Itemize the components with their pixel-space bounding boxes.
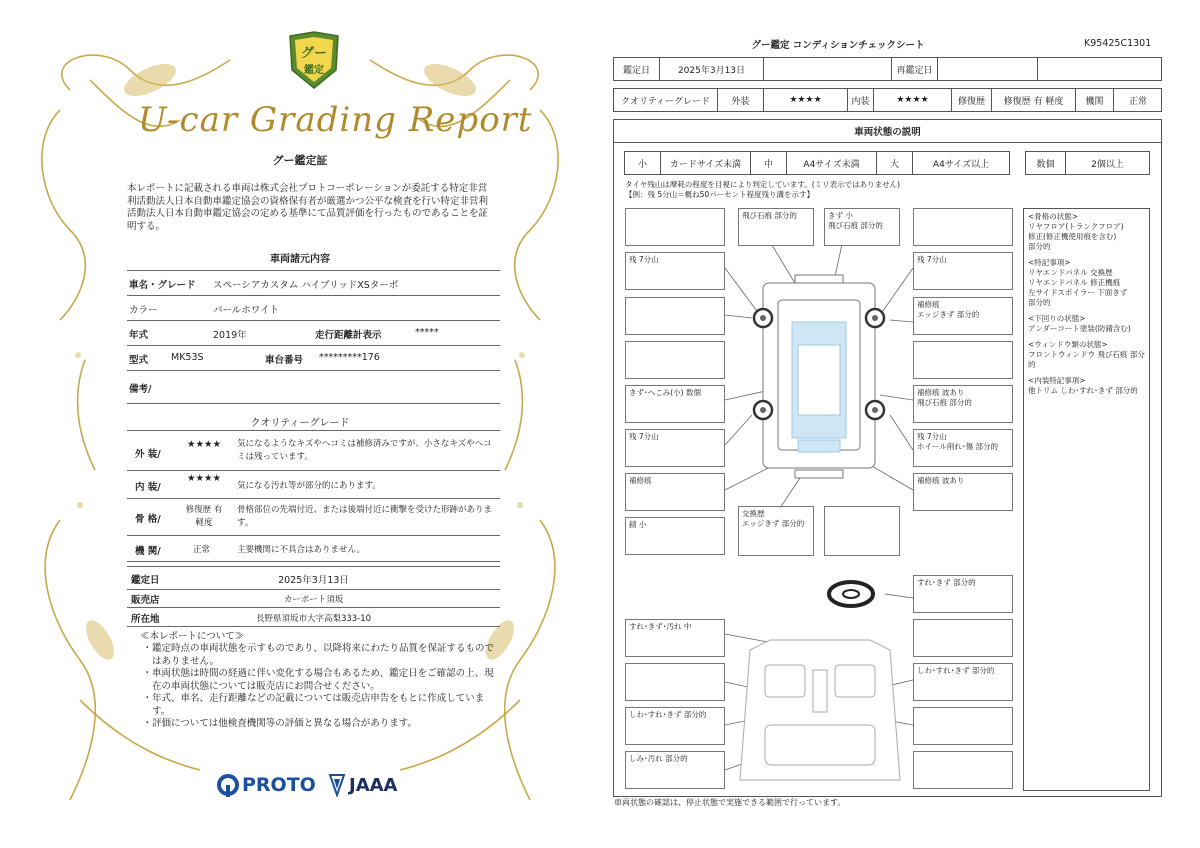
int-label: 内装	[848, 89, 874, 111]
spec-heading: 車両諸元内容	[270, 254, 330, 265]
count-label: 数個	[1026, 152, 1066, 174]
ext-box-r3: 補修痕 エッジきず 部分的	[913, 297, 1013, 335]
int-box-l1: すれ･きず･汚れ 中	[625, 619, 725, 657]
ext-box-t3: きず 小 飛び石痕 部分的	[824, 208, 900, 246]
ext-box-l4	[625, 341, 725, 379]
date-value: 2025年3月13日	[278, 575, 349, 586]
date-label: 鑑定日	[614, 58, 660, 80]
year-label: 年式	[129, 330, 149, 341]
sheet-title: グー鑑定 コンディションチェックシート	[751, 40, 925, 51]
mileage-value: *****	[415, 327, 439, 338]
name-value: スペーシアカスタム ハイブリッドXSターボ	[213, 280, 399, 291]
chassis-label: 車台番号	[265, 355, 304, 366]
spec-row-color	[127, 296, 500, 321]
ext-desc: 気になるようなキズやヘコミは補修済みですが、小さなキズやヘコミは残っています。	[237, 439, 492, 462]
ext-label: 外 装/	[135, 449, 161, 460]
ext-box-l8: 錆 小	[625, 517, 725, 555]
reinspect-label: 再鑑定日	[892, 58, 938, 80]
note-interior	[1028, 376, 1145, 396]
tire-note-2: 【例：残 5分山＝概ね50パーセント程度残り溝を示す】	[625, 190, 815, 199]
address-row	[127, 608, 500, 627]
count-value: 2個以上	[1091, 159, 1124, 170]
quality-row-frame	[127, 499, 500, 536]
ext-box-t4	[913, 208, 1013, 246]
legend-mid-key: 中	[751, 152, 787, 174]
about-heading: ≪本レポートについて≫	[140, 631, 245, 642]
footer-note: 車両状態の確認は、停止状態で実施できる範囲で行っています。	[614, 798, 846, 807]
note-line: リヤエンドパネル 修正機痕	[1028, 278, 1121, 287]
proto-mark-icon	[216, 773, 240, 797]
int-box-steer: すれ･きず 部分的	[913, 575, 1013, 613]
frame-desc: 骨格部位の先端付近、または後端付近に衝撃を受けた形跡があります。	[237, 505, 493, 528]
int-box-r3	[913, 707, 1013, 745]
legend-small-key: 小	[625, 152, 661, 174]
spec-row-year	[127, 321, 500, 346]
name-label: 車名・グレード	[129, 280, 196, 291]
chassis-value: *********176	[319, 352, 380, 363]
quality-heading: クオリティーグレード	[250, 418, 350, 429]
model-label: 型式	[129, 355, 149, 366]
report-title: U-car Grading Report	[138, 100, 533, 140]
note-line: フロントウィンドウ 飛び石痕 部分的	[1028, 350, 1145, 369]
ext-box-r2: 残 7分山	[913, 252, 1013, 290]
note-windows	[1028, 340, 1145, 370]
spec-row-model	[127, 346, 500, 371]
note-title: <内装特記事項>	[1028, 376, 1086, 385]
spec-row-name	[127, 271, 500, 296]
int-box-r4	[913, 751, 1013, 789]
ext-box-b2: 交換歴 エッジきず 部分的	[738, 506, 814, 556]
int-value: ★★★★	[874, 89, 952, 111]
note-line: 左サイドスポイラー 下面きず	[1028, 288, 1128, 297]
about-item: ・ 車両状態は時間の経過に伴い変化する場合もあるため、鑑定日をご確認の上、現在の車両状態については販売店にお問合せください。	[152, 668, 502, 693]
engine-grade: 正常	[193, 545, 211, 555]
ext-box-l5: きず･へこみ(小) 数個	[625, 385, 725, 423]
int-box-r1	[913, 619, 1013, 657]
ext-box-l2: 残 7分山	[625, 252, 725, 290]
badge-bottom-text: 鑑定	[304, 65, 324, 76]
steering-wheel-icon	[829, 582, 873, 606]
ext-grade: ★★★★	[187, 439, 222, 450]
condition-heading: 車両状態の説明	[614, 120, 1161, 143]
note-line: 他トリム しわ･すれ･きず 部分的	[1028, 386, 1138, 395]
note-special	[1028, 258, 1145, 308]
cert-text: 本レポートに記載される車両は株式会社プロトコーポレーションが委託する特定非営利活動法人日本自動車鑑定協会の資格保有者が厳選かつ公平な検査を行い特定非営利活動法人日本自動車鑑定協会の定める基準にて品質評価を行ったものであることを証明する。	[127, 183, 489, 232]
ext-box-r5: 補修痕 波あり 飛び石痕 部分的	[913, 385, 1013, 423]
ext-box-t2: 飛び石痕 部分的	[738, 208, 814, 246]
remarks-label: 備考/	[129, 384, 152, 395]
address-label: 所在地	[131, 614, 160, 625]
tire-note-1: タイヤ残山は摩耗の程度を目視により判定しています。(ミリ表示ではありません)	[625, 180, 901, 189]
note-line: 部分的	[1028, 298, 1051, 307]
dealer-row	[127, 589, 500, 608]
repair-value: 修復歴 有 軽度	[992, 89, 1076, 111]
ext-box-l3	[625, 297, 725, 335]
engine-label: 機関	[1076, 89, 1114, 111]
int-box-l3: しわ･すれ･きず 部分的	[625, 707, 725, 745]
notes-panel	[1023, 208, 1150, 791]
note-line: 部分的	[1028, 242, 1051, 251]
ext-box-b3	[824, 506, 900, 556]
ext-value: ★★★★	[764, 89, 848, 111]
note-underbody	[1028, 314, 1145, 334]
cert-heading: グー鑑定証	[272, 154, 328, 167]
legend-mid-val: A4サイズ未満	[787, 152, 877, 174]
note-line: 修正(修正機使用痕を含む)	[1028, 232, 1117, 241]
proto-text: PROTO	[242, 774, 316, 796]
year-value: 2019年	[213, 330, 247, 341]
address-value: 長野県須坂市大字高梨333-10	[255, 614, 372, 624]
model-value: MK53S	[171, 352, 204, 363]
about-item: ・ 鑑定時点の車両状態を示すものであり、以降将来にわたり品質を保証するものではありません。	[152, 643, 502, 668]
condition-check-sheet	[600, 0, 1200, 848]
sheet-id: K95425C1301	[1084, 38, 1152, 49]
int-grade: ★★★★	[187, 473, 222, 484]
spec-row-remarks	[127, 371, 500, 404]
date-label: 鑑定日	[131, 575, 160, 586]
goo-badge-icon	[286, 30, 342, 90]
jaaa-mark-icon	[328, 773, 346, 797]
frame-grade: 修復歴 有 軽度	[185, 505, 223, 528]
ext-box-l6: 残 7分山	[625, 429, 725, 467]
engine-label: 機 関/	[135, 546, 161, 557]
dealer-value: カーポート須坂	[283, 595, 344, 605]
color-value: パールホワイト	[213, 305, 280, 316]
about-item: ・ 年式、車名、走行距離などの記載については販売店申告をもとに作成しています。	[152, 693, 502, 718]
note-title: <骨格の状態>	[1028, 212, 1079, 221]
note-line: アンダーコート塗装(防錆含む)	[1028, 324, 1131, 333]
note-title: <特記事項>	[1028, 258, 1071, 267]
note-frame	[1028, 212, 1145, 252]
jaaa-logo	[328, 772, 418, 798]
ext-label: 外装	[718, 89, 764, 111]
ext-box-r7: 補修痕 波あり	[913, 473, 1013, 511]
engine-value: 正常	[1128, 96, 1147, 107]
mileage-label: 走行距離計表示	[315, 330, 382, 341]
ext-box-l7: 補修痕	[625, 473, 725, 511]
int-box-l4: しみ･汚れ 部分的	[625, 751, 725, 789]
legend-large-val: A4サイズ以上	[932, 159, 990, 170]
date-row	[127, 566, 500, 590]
quality-row-ext	[127, 431, 500, 471]
badge-top-text: グー	[300, 46, 327, 61]
int-label: 内 装/	[135, 482, 161, 493]
proto-logo	[216, 772, 326, 798]
ext-box-r6: 残 7分山 ホイール削れ･傷 部分的	[913, 429, 1013, 467]
jaaa-text: JAAA	[349, 774, 398, 796]
color-label: カラー	[129, 305, 158, 316]
ext-box-r4	[913, 341, 1013, 379]
legend-large-key: 大	[877, 152, 913, 174]
int-desc: 気になる汚れ等が部分的にあります。	[237, 481, 381, 491]
about-item: ・ 評価については他検査機関等の評価と異なる場合があります。	[152, 718, 502, 731]
note-title: <ウィンドウ類の状態>	[1028, 340, 1108, 349]
quality-row-engine	[127, 536, 500, 562]
int-box-r2: しわ･すれ･きず 部分的	[913, 663, 1013, 701]
engine-desc: 主要機関に不具合はありません。	[237, 545, 366, 555]
note-title: <下回りの状態>	[1028, 314, 1086, 323]
frame-label: 骨 格/	[135, 514, 161, 525]
quality-label: クオリティーグレード	[614, 89, 718, 111]
note-line: リヤフロア(トランクフロア)	[1028, 222, 1124, 231]
legend-small-val: カードサイズ未満	[661, 152, 751, 174]
note-line: リヤエンドパネル 交換歴	[1028, 268, 1113, 277]
ext-box-t1	[625, 208, 725, 246]
repair-label: 修復歴	[952, 89, 992, 111]
quality-row-int	[127, 471, 500, 499]
dealer-label: 販売店	[131, 595, 160, 606]
int-box-l2	[625, 663, 725, 701]
about-list	[140, 643, 502, 731]
date-value: 2025年3月13日	[660, 58, 764, 80]
